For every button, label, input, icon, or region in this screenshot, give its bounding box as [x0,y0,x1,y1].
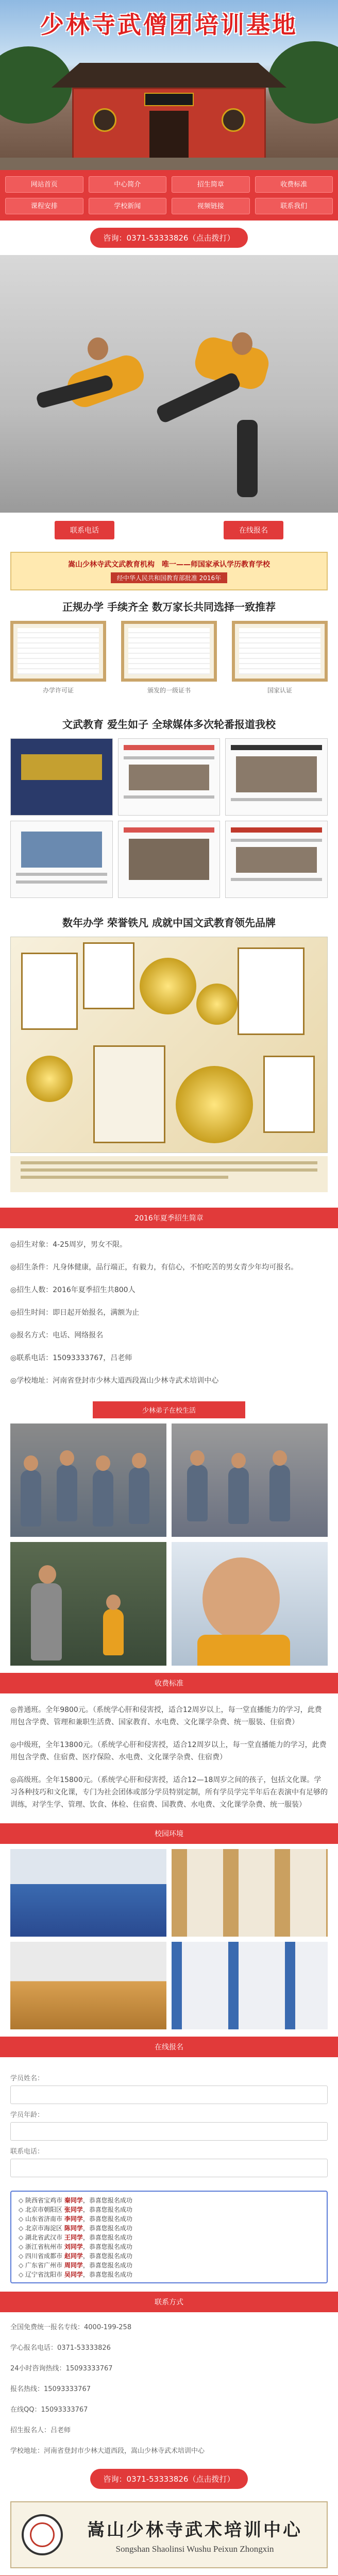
ticker-name: 秦同学 [64,2197,83,2204]
student-head [39,1565,56,1584]
plaque [238,947,305,1035]
student-figure [269,1465,290,1521]
fees-bar: 收费标准 [0,1673,338,1693]
recruit-item: ◎报名方式：电话、网络报名 [10,1331,104,1340]
school-seal-icon [22,2514,63,2555]
student-head [132,1453,146,1468]
student-head [231,1453,246,1468]
honors-photo [10,937,328,1153]
ticker-row [19,2196,319,2205]
age-input[interactable] [10,2122,328,2141]
cta-row [0,513,338,548]
media-headline [124,827,215,833]
nav-courses[interactable]: 课程安排 [5,198,83,214]
banner-sub-text: 经中华人民共和国教育部批准 2016年 [111,572,227,583]
ticker-row [19,2270,319,2279]
student-photo [172,1423,328,1537]
media-section [0,708,338,906]
temple-window [93,108,116,132]
ticker-suffix: ，恭喜您报名成功 [82,2215,132,2223]
student-figure [129,1467,149,1524]
student-head [106,1595,121,1610]
recruit-item: ◎学校地址：河南省登封市少林大道西段嵩山少林寺武术培训中心 [10,1377,219,1385]
student-life-bar: 少林弟子在校生活 [93,1401,245,1418]
nav-admissions[interactable]: 招生简章 [172,176,250,193]
student-head [273,1450,287,1466]
monk-right-head [232,332,252,355]
ticker-row [19,2261,319,2270]
ticker-prefix: ◇ 湖北省武汉市 [19,2234,64,2241]
ticker-suffix: ，恭喜您报名成功 [82,2234,132,2241]
contact-phone-button[interactable]: 联系电话 [55,521,114,539]
ticker-suffix: ，恭喜您报名成功 [82,2271,132,2278]
student-photo [172,1542,328,1666]
contact-item: 招生报名人：吕老师 [10,2427,71,2434]
caption-line [21,1176,228,1179]
hero-ground [0,158,338,170]
student-head [24,1455,38,1471]
ticker-prefix: ◇ 北京市海淀区 [19,2225,64,2232]
ticker-row [19,2251,319,2261]
age-label: 学员年龄： [10,2111,44,2119]
plaque [263,1056,315,1133]
env-bar: 校园环境 [0,1823,338,1844]
cert-inner [239,628,320,674]
school-banner [10,552,328,590]
ticker-name: 李同学 [64,2215,83,2223]
hero-title: 少林寺武僧团培训基地 [40,11,298,39]
cert-caption: 国家认证 [267,687,292,694]
student-photos-row [0,1423,338,1537]
student-head [190,1450,205,1466]
monk-left-head [88,337,108,360]
call-button[interactable]: 咨询：0371-53333826（点击拨打） [90,228,248,248]
certs-section [0,590,338,708]
nav-fees[interactable]: 收费标准 [255,176,333,193]
contact-item: 24小时咨询热线：15093333767 [10,2365,113,2372]
name-input[interactable] [10,2086,328,2104]
call-button-bottom[interactable]: 咨询：0371-53333826（点击拨打） [90,2469,248,2489]
media-clip [225,738,328,816]
kungfu-photo [0,255,338,513]
fee-item: ◎高级班。全年15800元。（系统学心肝和侵害授，适合12—18周岁之间的孩子，包括文化课。学习各种技巧和文化课，专门为社会团体或部分学员特别定制，所有学员学完半年后在表演中有足够的训练，对学生学、管理、饮食、体检、住宿费、国教费、水电费、文化课学杂费、统一服装） [10,1776,328,1809]
recruit-bar: 2016年夏季招生简章 [0,1208,338,1228]
plaque [83,942,134,1009]
media-text [231,839,322,842]
ticker-name: 吴同学 [64,2271,83,2278]
honors-heading: 数年办学 荣誉铁凡 成就中国文武教育领先品牌 [62,917,276,929]
env-photos-row [0,1849,338,1937]
media-text [231,878,322,881]
temple-roof [52,57,286,88]
media-photo [129,765,210,790]
media-text [16,873,107,876]
student-photos-row [0,1542,338,1666]
photos-bar-wrap [0,1401,338,1418]
logo-text [73,2516,316,2554]
caption-line [21,1168,317,1172]
main-nav [0,170,338,221]
nav-videos[interactable]: 视频链接 [172,198,250,214]
student-figure [103,1609,124,1655]
ticker-prefix: ◇ 广东省广州市 [19,2262,64,2269]
hero-banner [0,0,338,170]
phone-label: 联系电话： [10,2148,44,2156]
student-figure [21,1470,41,1527]
student-figure [187,1465,208,1521]
ticker-row [19,2205,319,2214]
caption-line [21,1161,317,1164]
media-grid [10,738,328,898]
contact-item: 学心报名电话：0371-53333826 [10,2344,111,2352]
media-clip [225,821,328,898]
ticker-name: 刘同学 [64,2243,83,2250]
monk-right-leg-2 [237,420,258,497]
medal [26,1056,73,1102]
student-figure [228,1467,249,1524]
ticker-row [19,2242,319,2251]
recruit-item: ◎联系电话：15093333767，吕老师 [10,1354,132,1362]
cert-inner [18,628,99,674]
ticker-prefix: ◇ 山东省济南市 [19,2215,64,2223]
classroom-photo [10,1849,166,1937]
temple-door [149,111,189,160]
ticker-suffix: ，恭喜您报名成功 [82,2197,132,2204]
phone-bar [0,221,338,255]
temple-window [222,108,245,132]
student-figure [31,1583,62,1660]
cert-captions [10,686,328,694]
ticker-row [19,2233,319,2242]
ticker-prefix: ◇ 北京市朝阳区 [19,2206,64,2213]
media-text [124,756,215,759]
media-text [16,880,107,884]
media-headline [231,827,322,833]
plaque [21,953,78,1030]
nav-contact[interactable]: 联系我们 [255,198,333,214]
signup-ticker [10,2191,328,2283]
media-text [231,798,322,801]
media-photo [236,847,317,873]
temple-plaque [144,93,194,106]
ticker-suffix: ，恭喜您报名成功 [82,2206,132,2213]
media-photo [129,839,210,880]
logo-en: Songshan Shaolinsi Wushu Peixun Zhongxin [115,2544,274,2554]
ticker-name: 赵同学 [64,2252,83,2260]
phone-input[interactable] [10,2159,328,2177]
trophy [140,958,196,1014]
certs-heading: 正规办学 手续齐全 数万家长共同选择一致推荐 [62,601,276,613]
ticker-suffix: ，恭喜您报名成功 [82,2262,132,2269]
media-clip [118,738,221,816]
cert-image [121,621,217,682]
student-head [202,1557,280,1640]
nav-about[interactable]: 中心简介 [89,176,167,193]
ticker-name: 陈同学 [64,2225,83,2232]
name-label: 学员姓名： [10,2075,44,2082]
student-figure [57,1465,77,1521]
banner-main-text: 嵩山少林寺武文武教育机构 唯一——师国家承认学历教育学校 [68,561,270,569]
fee-item: ◎普通班。全年9800元。（系统学心肝和侵害授，适合12周岁以上，每一堂直播能力的学习，此费用包含学费、管理和兼职生活费、国家教育、水电费、文化课学杂费、统一服装、住宿费） [10,1706,322,1726]
media-heading: 文武教育 爱生如子 全球媒体多次轮番报道我校 [62,718,276,731]
ticker-name: 王同学 [64,2234,83,2241]
cert-row [10,621,328,682]
contact-item: 全国免费统一报名专线：4000-199-258 [10,2324,132,2331]
cert-caption: 办学许可证 [42,687,74,694]
ticker-prefix: ◇ 浙江省杭州市 [19,2243,64,2250]
ticker-row [19,2224,319,2233]
monk-right-legs [155,371,242,425]
online-signup-button[interactable]: 在线报名 [224,521,283,539]
media-headline [124,745,215,750]
recruit-item: ◎招生时间：即日起开始报名，满额为止 [10,1309,140,1317]
cert-inner [128,628,210,674]
ticker-name: 周同学 [64,2262,83,2269]
student-head [60,1450,74,1466]
media-clip [118,821,221,898]
honors-caption [10,1156,328,1192]
recruit-list [0,1233,338,1392]
media-photo [236,756,317,792]
fees-list [0,1699,338,1816]
fee-item: ◎中级班，全年13800元。（系统学心肝和侵害授，适合12周岁以上，每一堂直播能力的学习，此费用包含学费、住宿费、医疗保险、水电费、文化课学杂费、住宿费） [10,1741,327,1761]
cert-image [232,621,328,682]
media-clip [10,821,113,898]
logo-band [10,2501,328,2568]
contact-item: 报名热线：15093333767 [10,2385,91,2393]
honors-section [0,906,338,1200]
student-figure [93,1470,113,1527]
contact-list [0,2317,338,2462]
ticker-suffix: ，恭喜您报名成功 [82,2243,132,2250]
ticker-row [19,2214,319,2224]
ticker-prefix: ◇ 辽宁省沈阳市 [19,2271,64,2278]
ticker-prefix: ◇ 陕西省宝鸡市 [19,2197,64,2204]
student-figure [197,1635,290,1666]
cert-caption: 颁发的一级证书 [147,687,191,694]
nav-home[interactable]: 网站首页 [5,176,83,193]
recruit-item: ◎招生对象：4-25周岁，男女不限。 [10,1241,127,1249]
cert-image [10,621,106,682]
trophy [196,984,238,1025]
phone-bar-bottom [0,2462,338,2496]
media-clip [10,738,113,816]
nav-news[interactable]: 学校新闻 [89,198,167,214]
signup-form [0,2062,338,2182]
student-photo [10,1423,166,1537]
ticker-name: 张同学 [64,2206,83,2213]
ticker-prefix: ◇ 四川省成都市 [19,2252,64,2260]
signup-bar: 在线报名 [0,2037,338,2057]
dining-photo [10,1942,166,2029]
recruit-item: ◎招生条件：凡身体健康，品行端正，有毅力，有信心，不怕吃苦的男女青少年均可报名。 [10,1263,298,1272]
media-headline [231,745,322,750]
media-photo [21,832,102,868]
ticker-suffix: ，恭喜您报名成功 [82,2225,132,2232]
dormitory-photo [172,1849,328,1937]
contact-item: 学校地址：河南省登封市少林大道西段，嵩山少林寺武术培训中心 [10,2447,205,2455]
medal [176,1066,253,1143]
logo-cn: 嵩山少林寺武术培训中心 [87,2519,302,2540]
contact-bar: 联系方式 [0,2292,338,2312]
dormitory-photo [172,1942,328,2029]
contact-item: 在线QQ：15093333767 [10,2406,88,2414]
student-head [96,1455,110,1471]
plaque [93,1045,165,1143]
recruit-item: ◎招生人数：2016年夏季招生共800人 [10,1286,136,1294]
media-photo [21,754,102,780]
ticker-suffix: ，恭喜您报名成功 [82,2252,132,2260]
media-text [124,795,215,799]
student-photo [10,1542,166,1666]
env-photos-row [0,1942,338,2029]
